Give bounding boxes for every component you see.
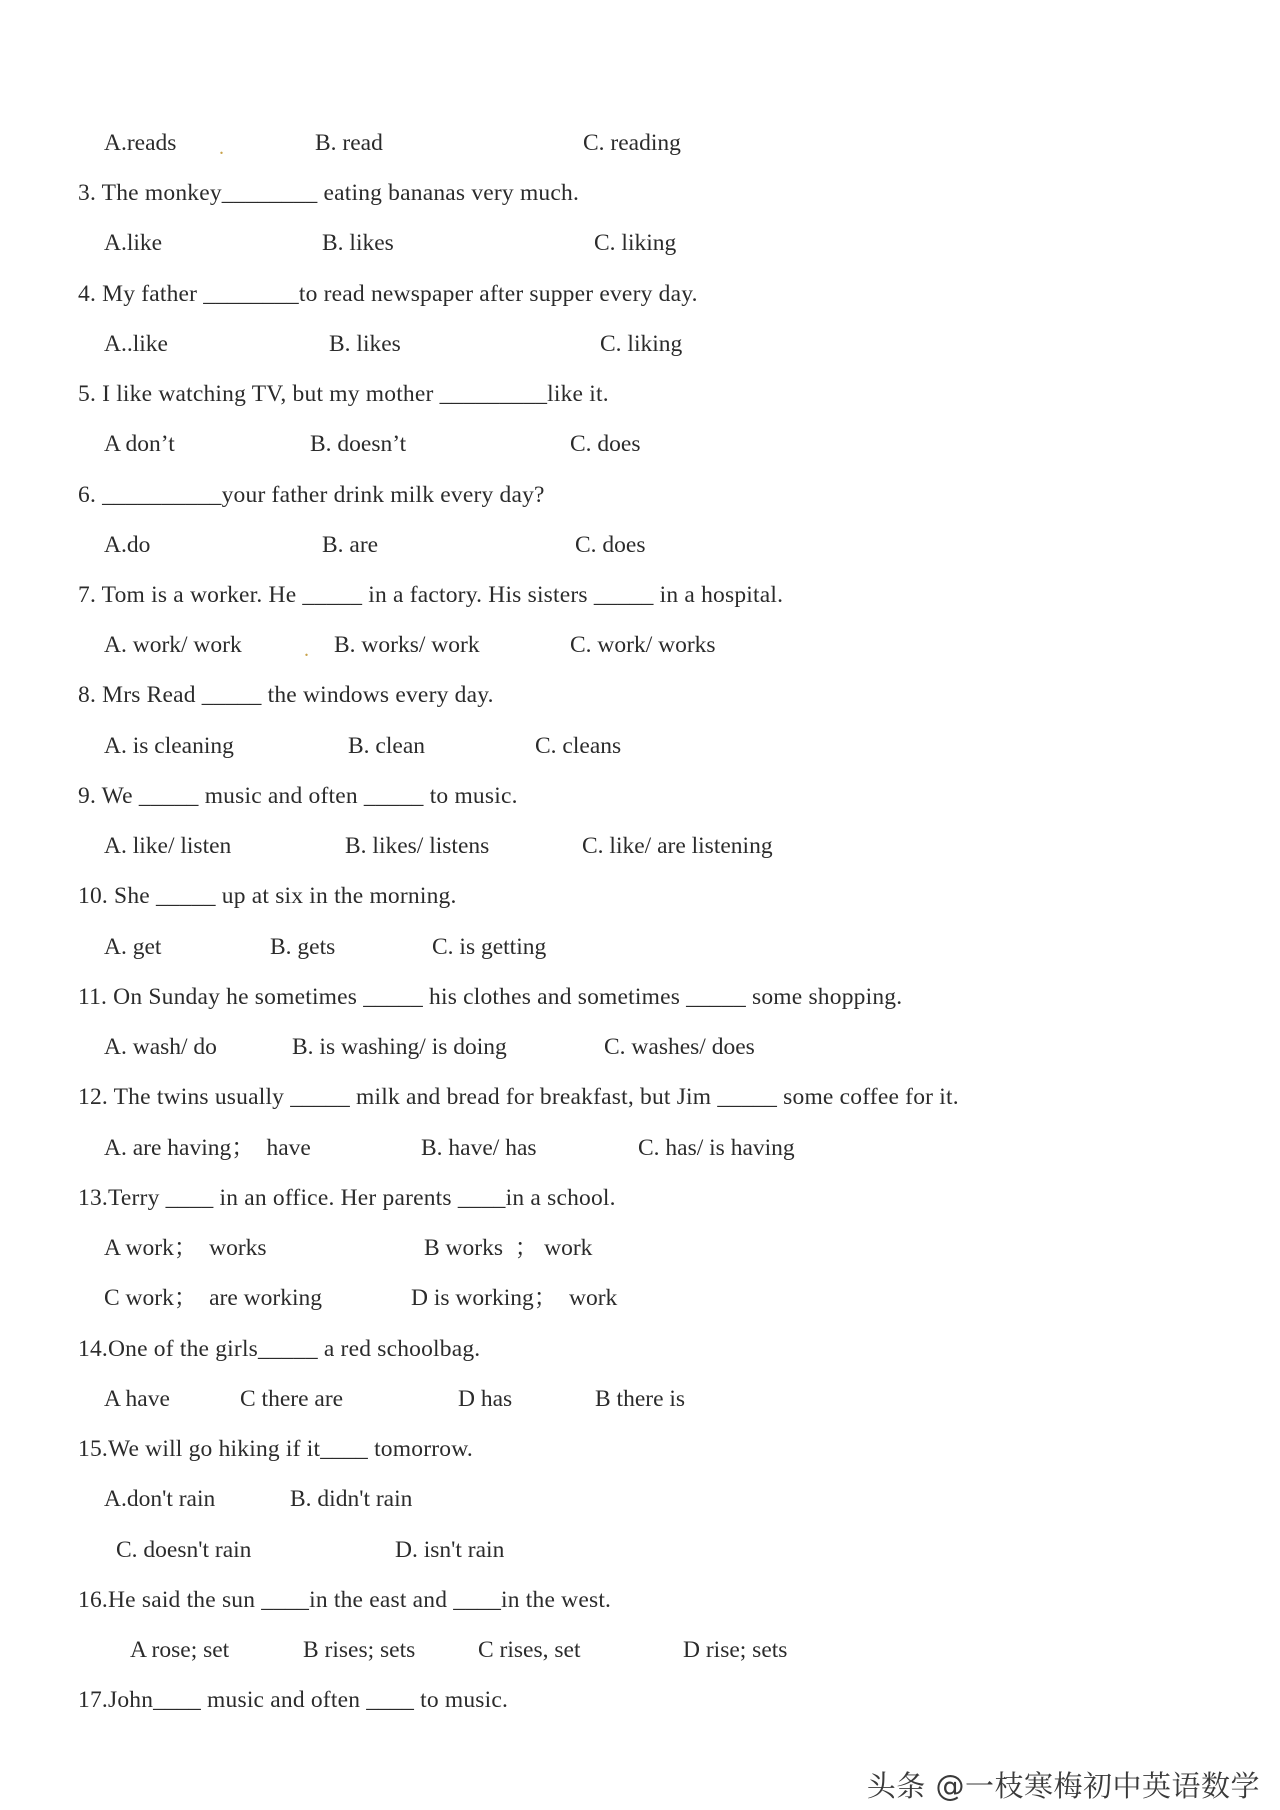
q13-stem: 13.Terry ____ in an office. Her parents ____in a school. [78,1185,616,1211]
q5-stem: 5. I like watching TV, but my mother _________like it. [78,381,609,407]
decorative-dot: . [304,639,309,661]
q10-option-b: B. gets [270,934,336,960]
q15-option-b: B. didn't rain [290,1486,413,1512]
q12-option-c: C. has/ is having [638,1135,795,1161]
q6-option-c: C. does [575,532,646,558]
q3-option-a: A.like [104,230,163,256]
q9-option-b: B. likes/ listens [345,833,490,859]
q2-option-c: C. reading [583,130,681,156]
q12-option-b: B. have/ has [421,1135,537,1161]
q14-stem: 14.One of the girls_____ a red schoolbag. [78,1336,481,1362]
q6-option-b: B. are [322,532,379,558]
q14-option-c: C there are [240,1386,344,1412]
q16-option-c: C rises, set [478,1637,581,1663]
q11-stem: 11. On Sunday he sometimes _____ his clothes and sometimes _____ some shopping. [78,984,903,1010]
q3-option-b: B. likes [322,230,394,256]
q16-stem: 16.He said the sun ____in the east and ____in the west. [78,1587,612,1613]
q12-option-a: A. are having； have [104,1135,311,1161]
q13-option-c: C work； are working [104,1285,322,1311]
q11-option-a: A. wash/ do [104,1034,217,1060]
q11-option-c: C. washes/ does [604,1034,755,1060]
q9-option-c: C. like/ are listening [582,833,773,859]
q13-option-d: D is working； work [411,1285,618,1311]
q16-option-b: B rises; sets [303,1637,416,1663]
q6-option-a: A.do [104,532,151,558]
q13-option-a: A work； works [104,1235,267,1261]
q7-stem: 7. Tom is a worker. He _____ in a factory. His sisters _____ in a hospital. [78,582,784,608]
q3-option-c: C. liking [594,230,677,256]
q10-option-c: C. is getting [432,934,547,960]
q8-option-b: B. clean [348,733,425,759]
q7-option-b: B. works/ work [334,632,480,658]
q7-option-a: A. work/ work [104,632,242,658]
q5-option-b: B. doesn’t [310,431,407,457]
q4-option-c: C. liking [600,331,683,357]
q16-option-a: A rose; set [130,1637,230,1663]
q10-stem: 10. She _____ up at six in the morning. [78,883,457,909]
q4-option-b: B. likes [329,331,401,357]
q14-option-b: B there is [595,1386,686,1412]
q5-option-a: A don’t [104,431,175,457]
q15-stem: 15.We will go hiking if it____ tomorrow. [78,1436,473,1462]
q5-option-c: C. does [570,431,641,457]
q14-option-d: D has [458,1386,513,1412]
q2-option-a: A.reads [104,130,177,156]
q4-stem: 4. My father ________to read newspaper after supper every day. [78,281,698,307]
q7-option-c: C. work/ works [570,632,716,658]
q2-option-b: B. read [315,130,383,156]
q15-option-c: C. doesn't rain [116,1537,252,1563]
q15-option-a: A.don't rain [104,1486,216,1512]
q13-option-b: B works ； work [424,1235,593,1261]
q15-option-d: D. isn't rain [395,1537,505,1563]
q9-stem: 9. We _____ music and often _____ to music. [78,783,518,809]
watermark-text: 头条 @一枝寒梅初中英语数学 [866,1769,1260,1803]
q9-option-a: A. like/ listen [104,833,232,859]
q16-option-d: D rise; sets [683,1637,788,1663]
q6-stem: 6. __________your father drink milk every day? [78,482,545,508]
q10-option-a: A. get [104,934,162,960]
q4-option-a: A..like [104,331,168,357]
q8-stem: 8. Mrs Read _____ the windows every day. [78,682,494,708]
decorative-dot: . [219,137,224,159]
q8-option-c: C. cleans [535,733,622,759]
q12-stem: 12. The twins usually _____ milk and bread for breakfast, but Jim _____ some coffee for it. [78,1084,959,1110]
q3-stem: 3. The monkey________ eating bananas very much. [78,180,580,206]
q8-option-a: A. is cleaning [104,733,234,759]
q17-stem: 17.John____ music and often ____ to music. [78,1687,509,1713]
q11-option-b: B. is washing/ is doing [292,1034,507,1060]
q14-option-a: A have [104,1386,170,1412]
